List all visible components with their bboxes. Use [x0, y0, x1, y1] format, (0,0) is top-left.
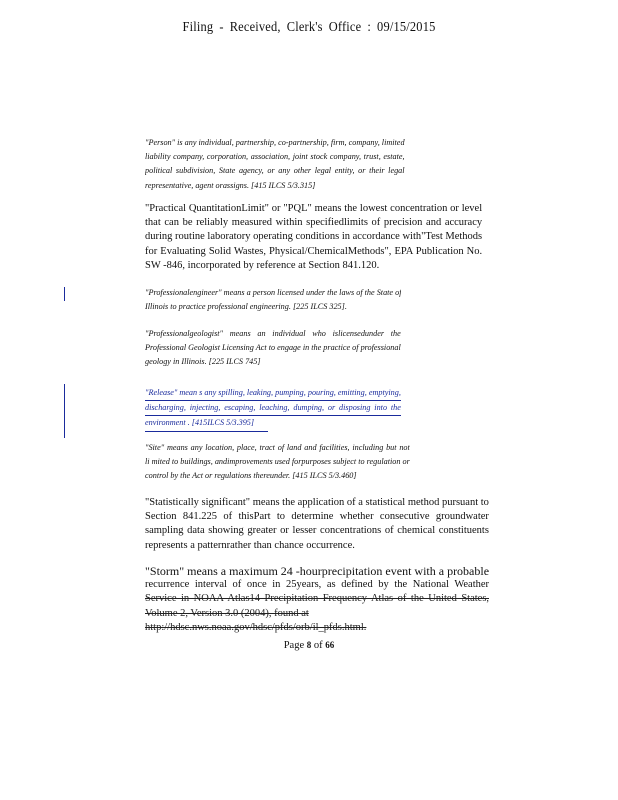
text-line: "Person" is any individual, partnership, co-partnership, firm, company, limited [145, 138, 405, 147]
text-line: for Evaluating Solid Wastes, Physical/ChemicalMethods", EPA Publication No. [145, 245, 483, 257]
definition-storm [145, 564, 489, 635]
definition-statistically-significant [145, 496, 489, 553]
text-line: Illinois to practice professional engineering. [225 ILCS 325]. [145, 302, 347, 312]
change-bar-release [64, 384, 65, 438]
text-line: "Professionalengineer" means a person licensed under the laws of the State of [145, 288, 402, 297]
page-label: Page [283, 640, 305, 651]
change-bar-engineer [64, 287, 65, 301]
page-footer [0, 640, 618, 651]
text-line: SW -846, incorporated by reference at Section 841.120. [145, 259, 380, 271]
text-line: environment . [415ILCS 5/3.395] [145, 416, 268, 431]
text-line: representative, agent orassigns. [415 ILCS 5/3.315] [145, 180, 316, 190]
text-line: "Statistically significant" means the application of a statistical method pursuant to [145, 497, 489, 508]
definition-person [145, 136, 405, 193]
text-line: geology in Illinois. [225 ILCS 745] [145, 357, 261, 367]
text-line: liability company, corporation, association, joint stock company, trust, estate, [145, 152, 405, 162]
text-line: represents a patternrather than chance occurrence. [145, 539, 355, 551]
definition-site [145, 441, 410, 484]
text-line: control by the Act or regulations thereunder. [415 ILCS 5/3.460] [145, 471, 357, 481]
text-line: Professional Geologist Licensing Act to engage in the practice of professional [145, 343, 401, 353]
text-line: "Site" means any location, place, tract of land and facilities, including but not [145, 443, 410, 452]
definition-professional-engineer [145, 286, 401, 314]
definition-pql [145, 202, 482, 273]
page-total: 66 [325, 640, 335, 650]
text-line: political subdivision, State agency, or any other legal entity, or their legal [145, 166, 405, 176]
filing-stamp-header: Filing - Received, Clerk's Office : 09/15/2015 [182, 19, 436, 34]
struck-text-line: Service in NOAA Atlas14 Precipitation Frequency Atlas of the United States, [145, 593, 490, 605]
text-line: "Practical QuantitationLimit" or "PQL" means the lowest concentration or level [145, 203, 483, 214]
text-line: sampling data showing greater or lesser concentrations of chemical constituents [145, 525, 489, 537]
page-number: 8 [306, 640, 312, 650]
text-line: recurrence interval of once in 25years, as defined by the National Weather [145, 579, 490, 591]
text-line: "Release" mean s any spilling, leaking, pumping, pouring, emitting, emptying, [145, 386, 401, 401]
definition-release [145, 386, 401, 432]
text-line: discharging, injecting, escaping, leaching, dumping, or disposing into the [145, 401, 401, 416]
struck-text-line: Volume 2, Version 3.0 (2004), found at [145, 607, 309, 619]
text-line: Section 841.225 of thisPart to determine whether consecutive groundwater [145, 511, 489, 523]
text-line: that can be reliably measured within specifiedlimits of precision and accuracy [145, 217, 483, 229]
text-line: "Storm" means a maximum 24 -hourprecipitation event with a probable [145, 564, 490, 578]
page-of-label: of [313, 640, 323, 651]
definition-professional-geologist [145, 327, 401, 370]
text-line: li mited to buildings, andimprovements used forpurposes subject to regulation or [145, 457, 410, 467]
struck-url-line: http://hdsc.nws.noaa.gov/hdsc/pfds/orb/il_pfds.html. [145, 621, 367, 633]
text-line: "Professionalgeologist" means an individual who islicensedunder the [145, 329, 401, 338]
text-line: during routine laboratory operating conditions in accordance with"Test Methods [145, 231, 483, 243]
